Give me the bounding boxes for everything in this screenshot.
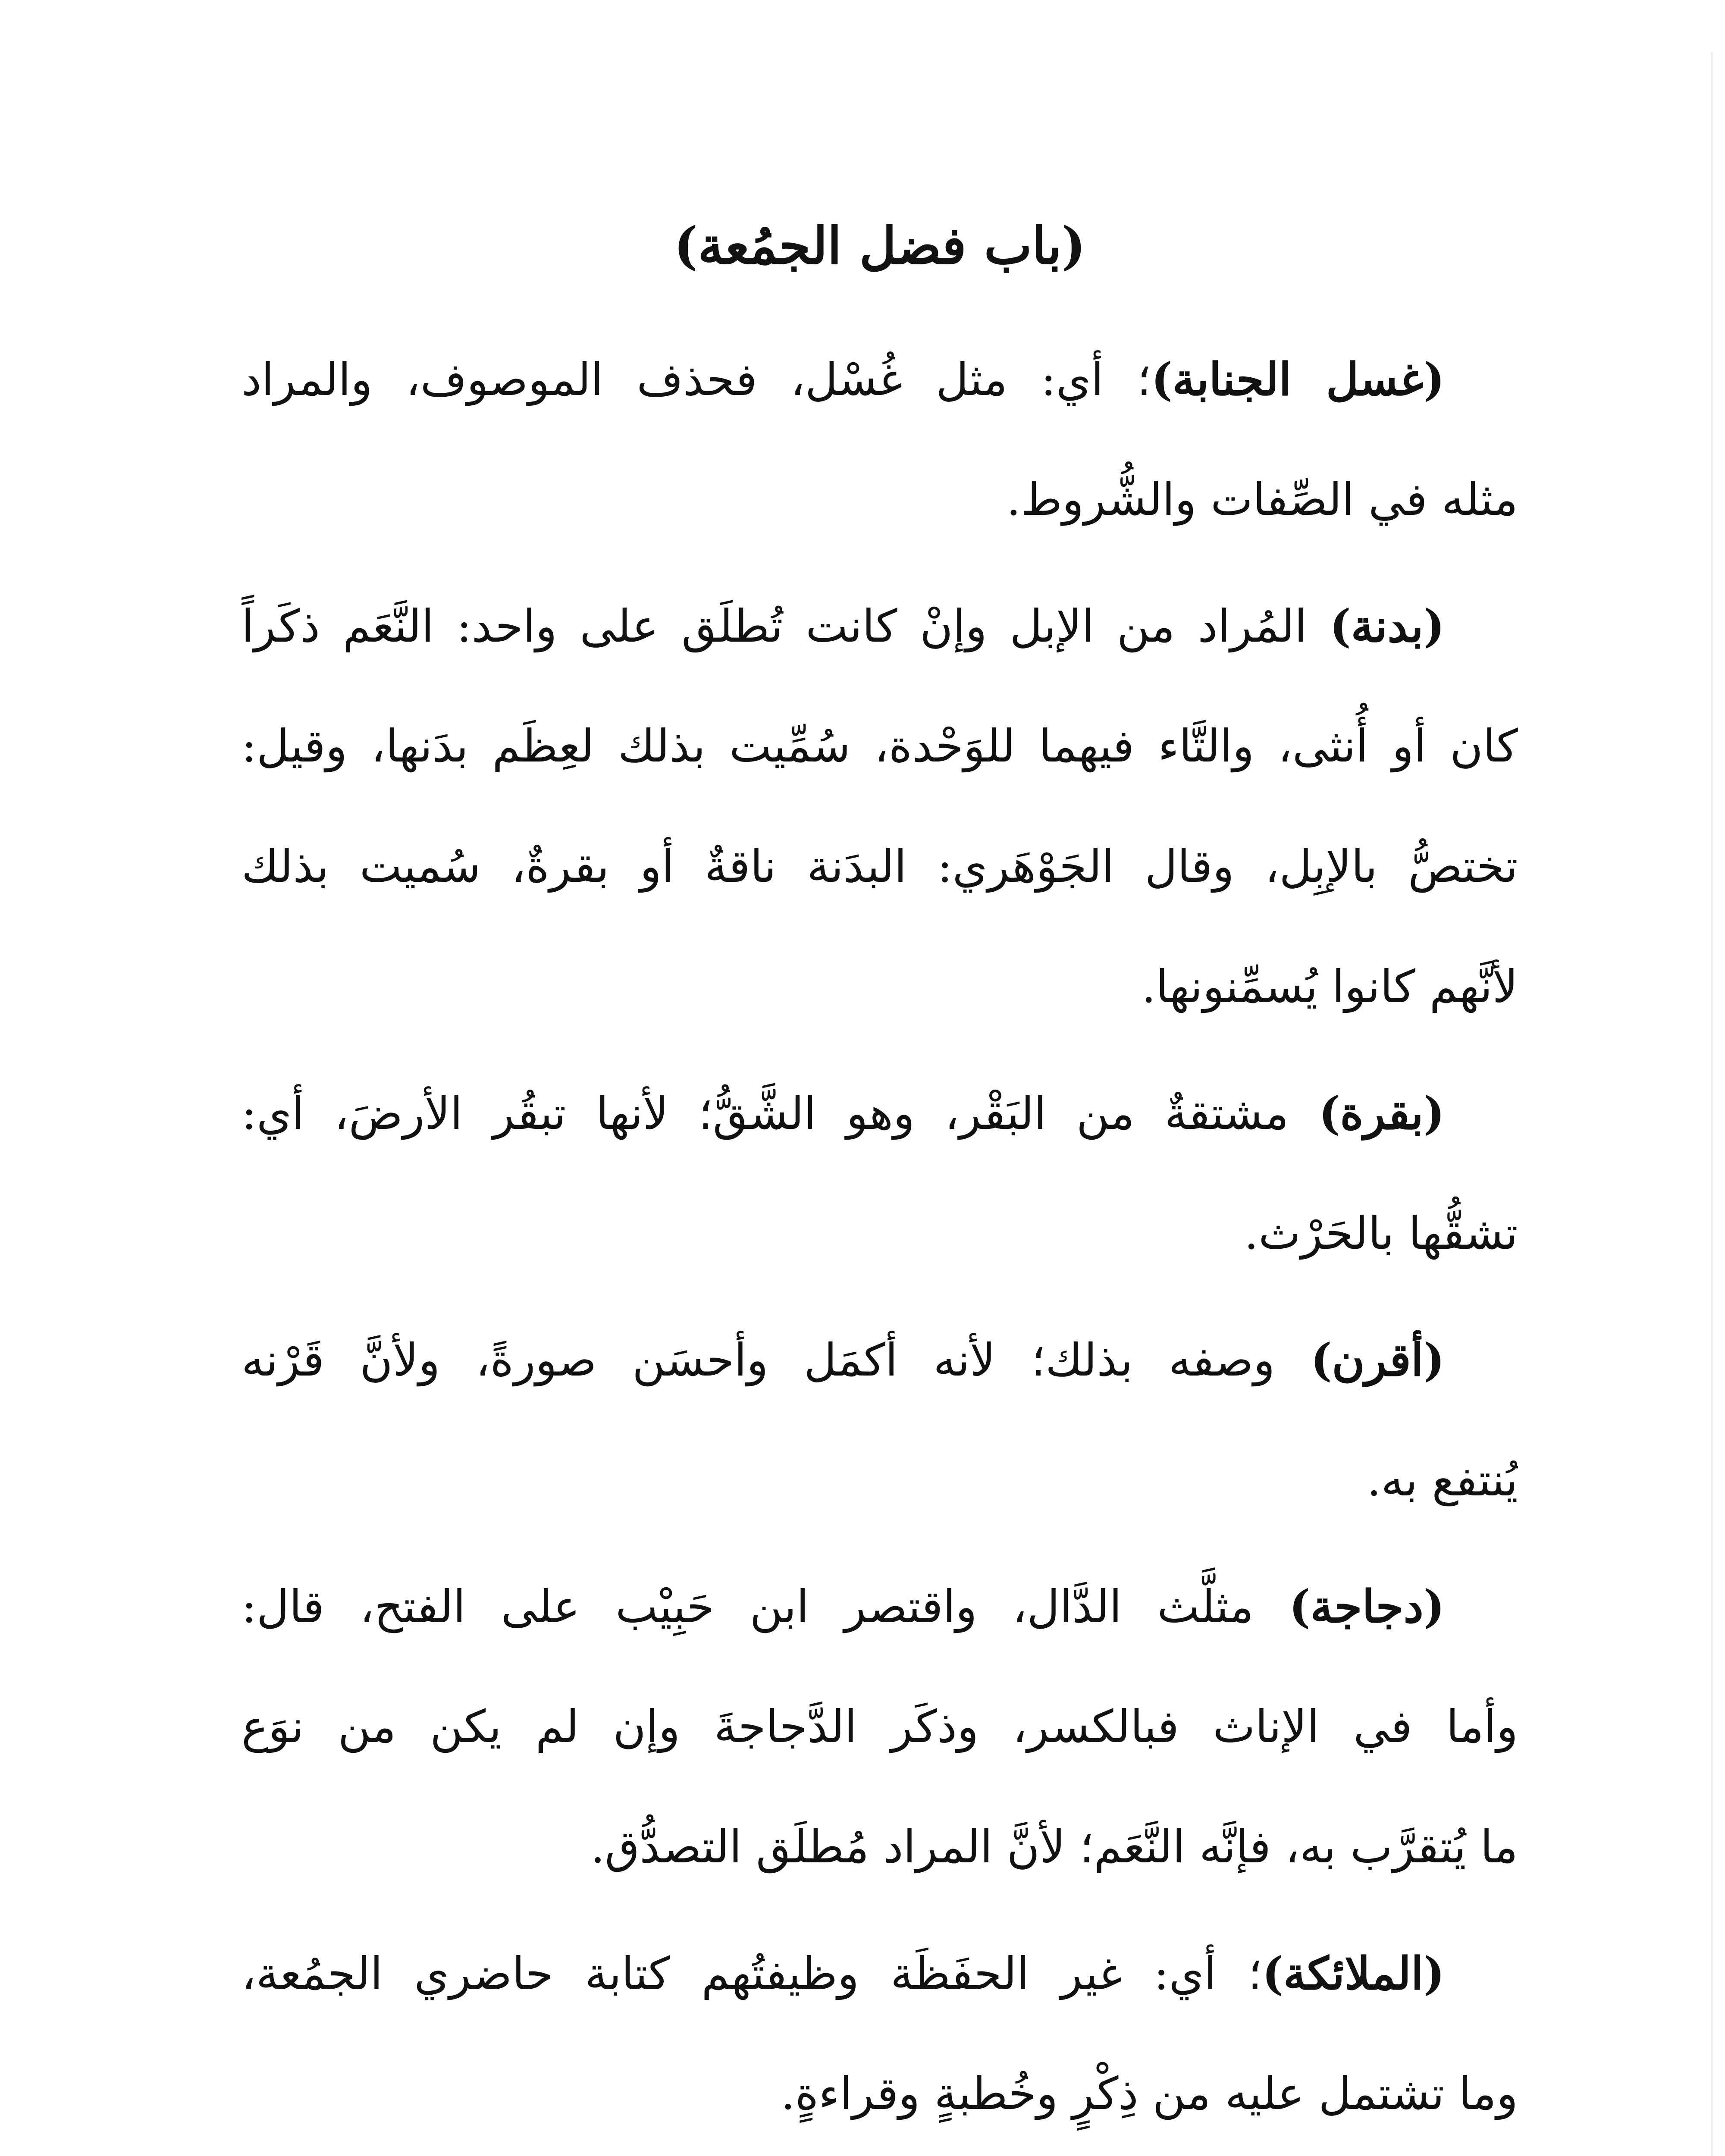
text-line: كان أو أُنثى، والتَّاء فيهما للوَحْدة، سُمِّيت بذلك لعِظَم بدَنها، وقيل: <box>242 720 1518 772</box>
text-line: مثله في الصِّفات والشُّروط. <box>1006 473 1518 526</box>
text-line <box>242 1300 1518 1420</box>
text-line <box>242 1053 1518 1173</box>
text-line: ما يُتقرَّب به، فإنَّه النَّعَم؛ لأنَّ المراد مُطلَق التصدُّق. <box>590 1821 1518 1873</box>
line-text: مثلَّث الدَّال، واقتصر ابن حَبِيْب على الفتح، قال: <box>242 1580 1289 1633</box>
lemma: (بدنة) <box>1330 599 1445 652</box>
text-line: لأنَّهم كانوا يُسمِّنونها. <box>1142 960 1518 1013</box>
text-line: تشقُّها بالحَرْث. <box>1244 1207 1518 1260</box>
chapter-heading: (باب فضل الجمُعة) <box>674 216 1086 276</box>
lemma: (بقرة) <box>1319 1087 1445 1140</box>
line-text: مشتقةٌ من البَقْر، وهو الشَّقُّ؛ لأنها تبقُر الأرضَ، أي: <box>242 1087 1319 1140</box>
lemma: (أقرن) <box>1311 1333 1445 1386</box>
line-text: ؛ أي: مثل غُسْل، فحذف الموصوف، والمراد <box>242 353 1151 406</box>
line-text: ؛ أي: غير الحفَظَة وظيفتُهم كتابة حاضري الجمُعة، <box>242 1947 1262 2000</box>
line-text: المُراد من الإبل وإنْ كانت تُطلَق على واحد: النَّعَم ذكَراً <box>242 600 1330 652</box>
text-line <box>242 1913 1518 2034</box>
lemma: (دجاجة) <box>1289 1580 1445 1633</box>
text-line: تختصُّ بالإبِل، وقال الجَوْهَري: البدَنة ناقةٌ أو بقرةٌ، سُميت بذلك <box>242 840 1518 893</box>
text-line: وأما في الإناث فبالكسر، وذكَر الدَّجاجةَ وإن لم يكن من نوَع <box>242 1700 1518 1753</box>
text-line <box>242 319 1518 439</box>
lemma: (الملائكة) <box>1262 1947 1445 2000</box>
text-line <box>242 1546 1518 1667</box>
text-line <box>242 566 1518 686</box>
lemma: (غسل الجنابة) <box>1151 353 1445 406</box>
text-line: يُنتفع به. <box>1367 1454 1518 1506</box>
page-edge-shadow <box>1711 52 1712 2156</box>
line-text: وصفه بذلك؛ لأنه أكمَل وأحسَن صورةً، ولأنَّ قَرْنه <box>242 1334 1311 1386</box>
page-body <box>242 203 1518 2156</box>
text-line: وما تشتمل عليه من ذِكْرٍ وخُطبةٍ وقراءةٍ. <box>781 2067 1518 2120</box>
